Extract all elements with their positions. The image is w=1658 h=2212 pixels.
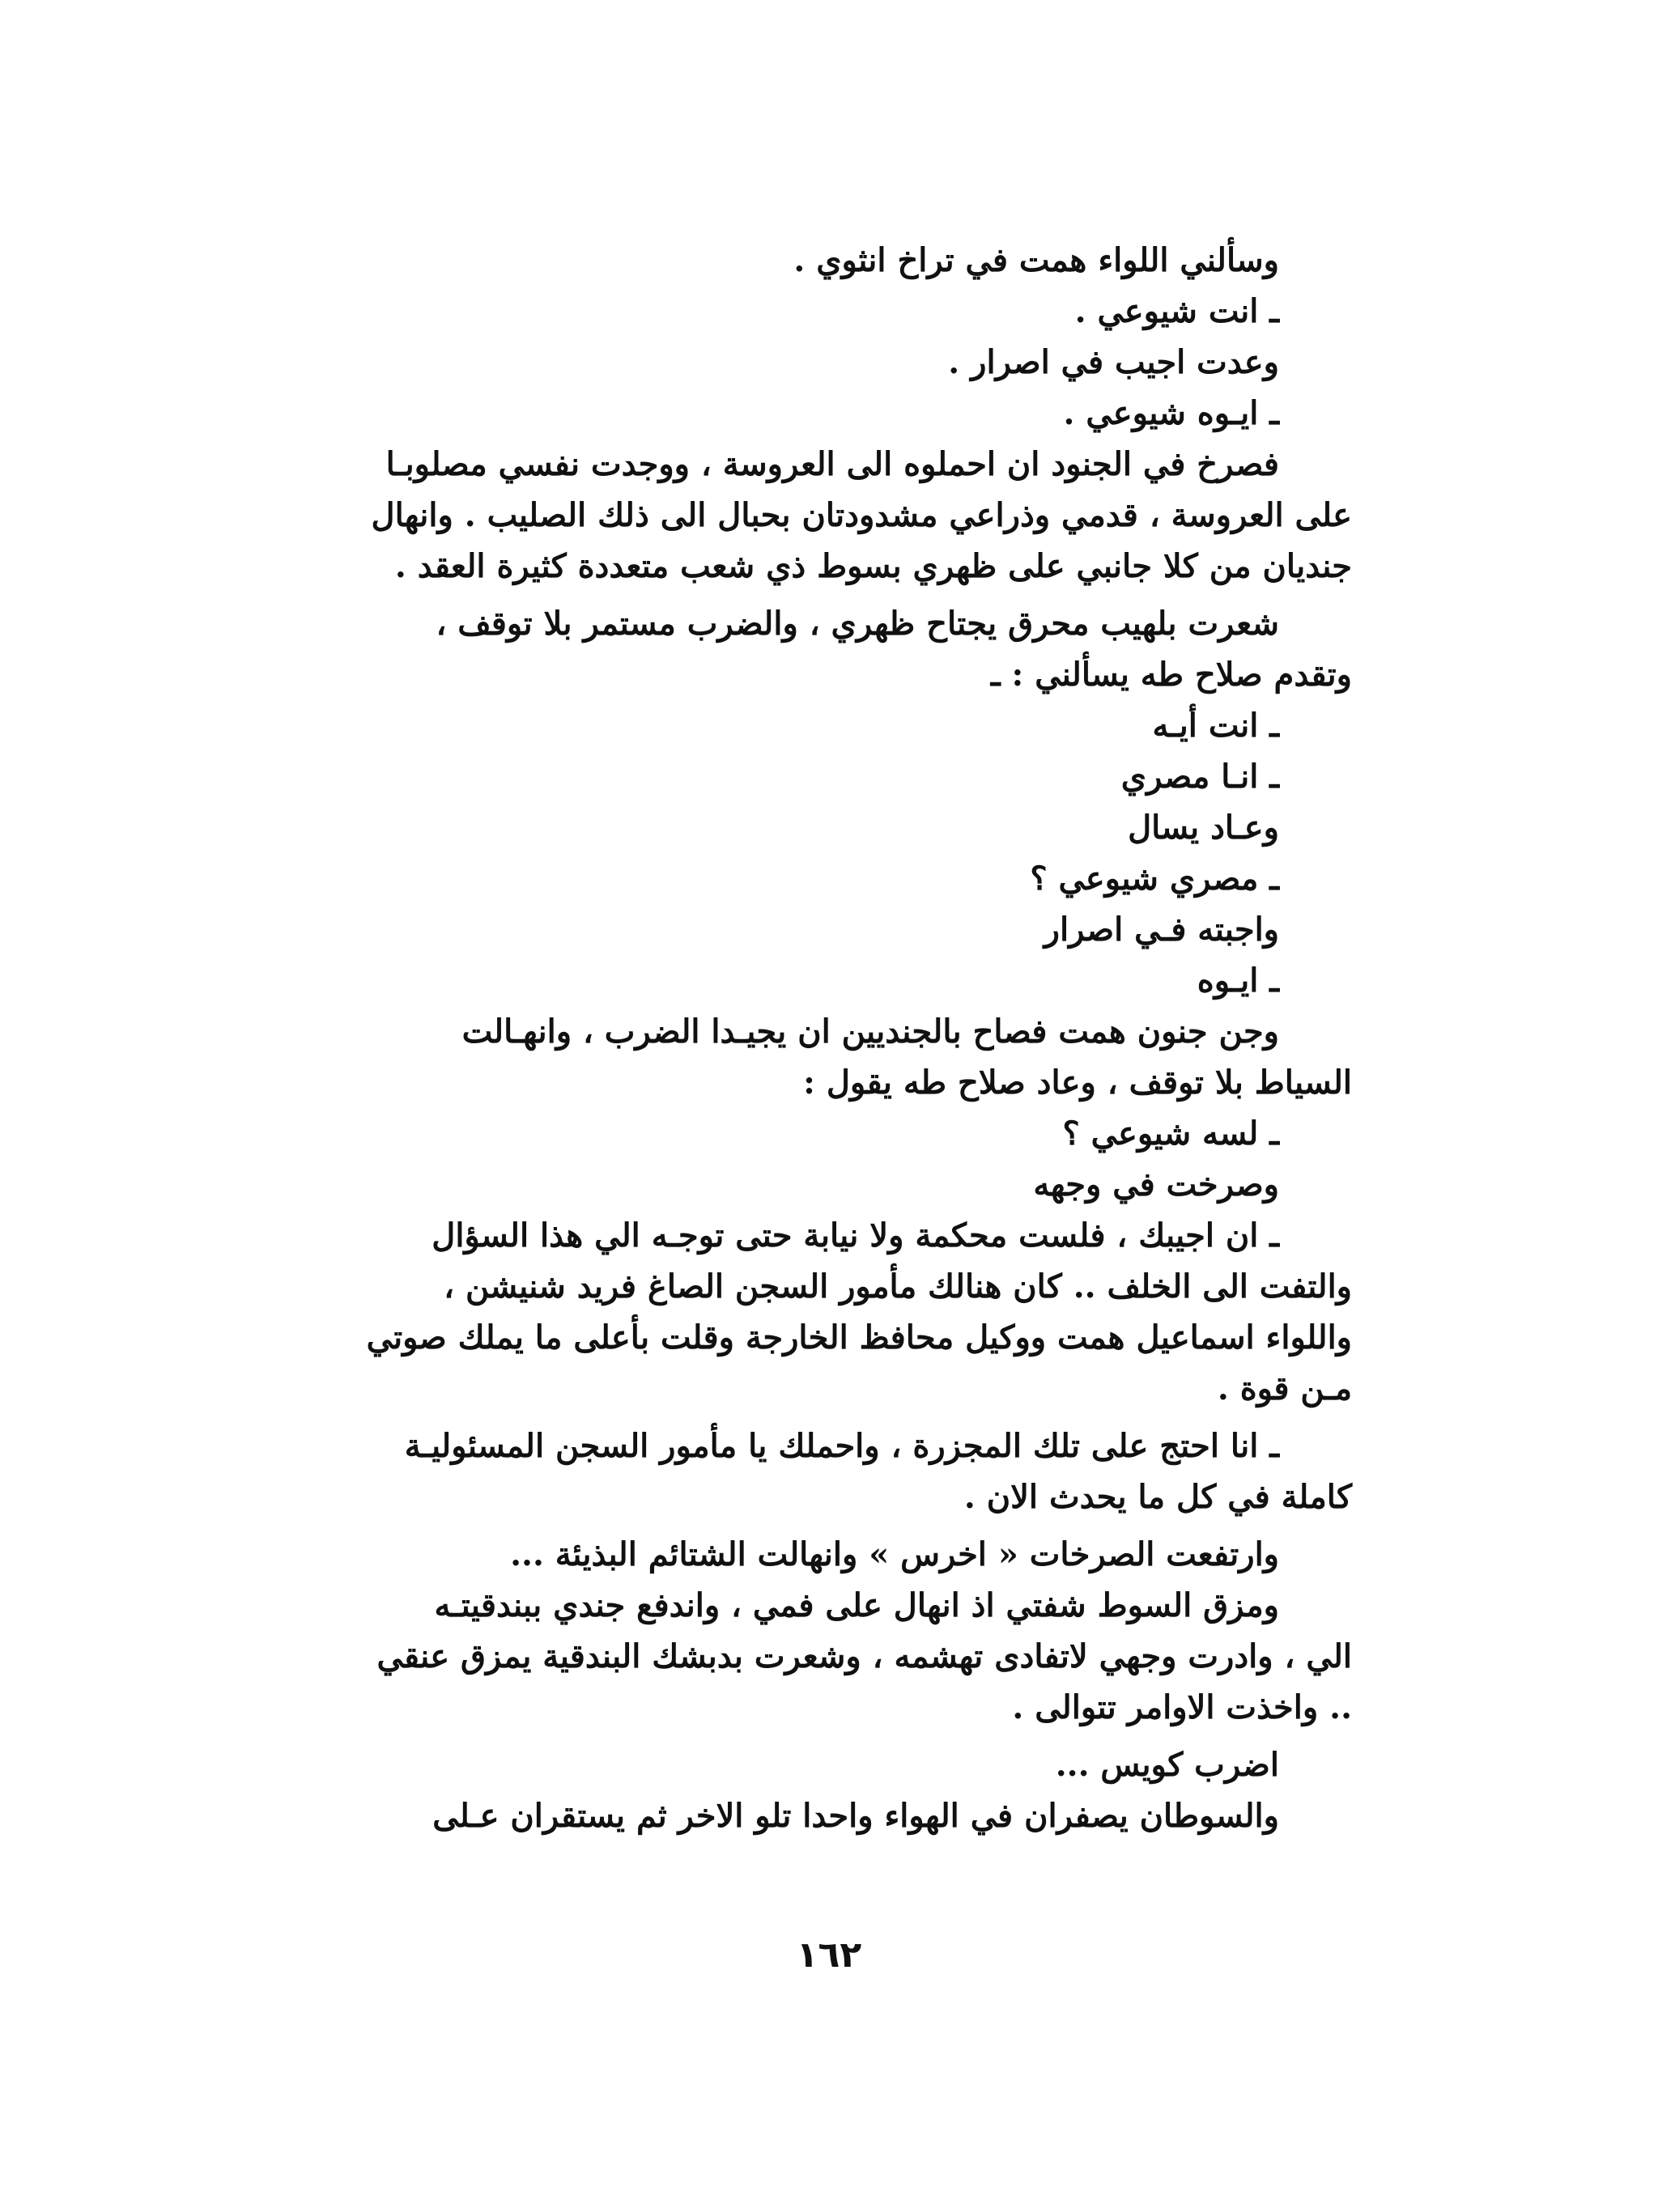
text-line: جنديان من كلا جانبي على ظهري بسوط ذي شعب متعددة كثيرة العقد . bbox=[394, 547, 1352, 585]
page-number: ١٦٢ bbox=[796, 1934, 862, 1976]
text-line: وعـاد يسال bbox=[1128, 809, 1279, 847]
text-line: وصرخت في وجهه bbox=[1033, 1165, 1279, 1204]
text-line: وارتفعت الصرخات « اخرس » وانهالت الشتائم البذيئة ... bbox=[510, 1535, 1279, 1573]
text-line: ـ انا احتج على تلك المجزرة ، واحملك يا مأمور السجن المسئوليـة bbox=[404, 1427, 1279, 1465]
text-line: واللواء اسماعيل همت ووكيل محافظ الخارجة وقلت بأعلى ما يملك صوتي bbox=[366, 1318, 1352, 1356]
body-text bbox=[300, 235, 1352, 1841]
text-line: ـ لسه شيوعي ؟ bbox=[1062, 1114, 1279, 1153]
text-line: الي ، وادرت وجهي لاتفادى تهشمه ، وشعرت بدبشك البندقية يمزق عنقي bbox=[376, 1637, 1352, 1675]
text-line: فصرخ في الجنود ان احملوه الى العروسة ، ووجدت نفسي مصلوبـا bbox=[385, 445, 1279, 483]
text-line: واجبته فـي اصرار bbox=[1044, 911, 1279, 949]
text-line: شعرت بلهيب محرق يجتاح ظهري ، والضرب مستمر بلا توقف ، bbox=[436, 605, 1279, 643]
text-line: ـ انت أيـه bbox=[1152, 707, 1279, 745]
text-line: ـ ان اجيبك ، فلست محكمة ولا نيابة حتى توجـه الي هذا السؤال bbox=[432, 1216, 1279, 1255]
text-line: وجن جنون همت فصاح بالجنديين ان يجيـدا الضرب ، وانهـالت bbox=[461, 1013, 1279, 1051]
text-line: ـ مصري شيوعي ؟ bbox=[1030, 860, 1279, 898]
text-line: كاملة في كل ما يحدث الان . bbox=[963, 1478, 1352, 1516]
text-line: وتقدم صلاح طه يسألني : ـ bbox=[990, 656, 1352, 694]
text-line: ـ ايـوه شيوعي . bbox=[1063, 394, 1279, 432]
text-line: مـن قوة . bbox=[1217, 1369, 1352, 1407]
text-line: ومزق السوط شفتي اذ انهال على فمي ، واندفع جندي ببندقيتـه bbox=[434, 1586, 1279, 1624]
text-line: اضرب كويس ... bbox=[1055, 1746, 1279, 1784]
text-line: .. واخذت الاوامر تتوالى . bbox=[1012, 1688, 1352, 1726]
text-line: والتفت الى الخلف .. كان هنالك مأمور السجن الصاغ فريد شنيشن ، bbox=[444, 1267, 1352, 1306]
text-line: ـ ايـوه bbox=[1197, 962, 1279, 1000]
text-line: وسألني اللواء همت في تراخ انثوي . bbox=[793, 241, 1279, 279]
text-line: السياط بلا توقف ، وعاد صلاح طه يقول : bbox=[803, 1064, 1352, 1102]
text-line: والسوطان يصفران في الهواء واحدا تلو الاخر ثم يستقران عـلى bbox=[432, 1797, 1279, 1835]
text-line: ـ انـا مصري bbox=[1120, 758, 1279, 796]
text-line: ـ انت شيوعي . bbox=[1074, 292, 1279, 330]
text-line: على العروسة ، قدمي وذراعي مشدودتان بحبال الى ذلك الصليب . وانهال bbox=[371, 496, 1352, 534]
text-line: وعدت اجيب في اصرار . bbox=[948, 343, 1279, 381]
